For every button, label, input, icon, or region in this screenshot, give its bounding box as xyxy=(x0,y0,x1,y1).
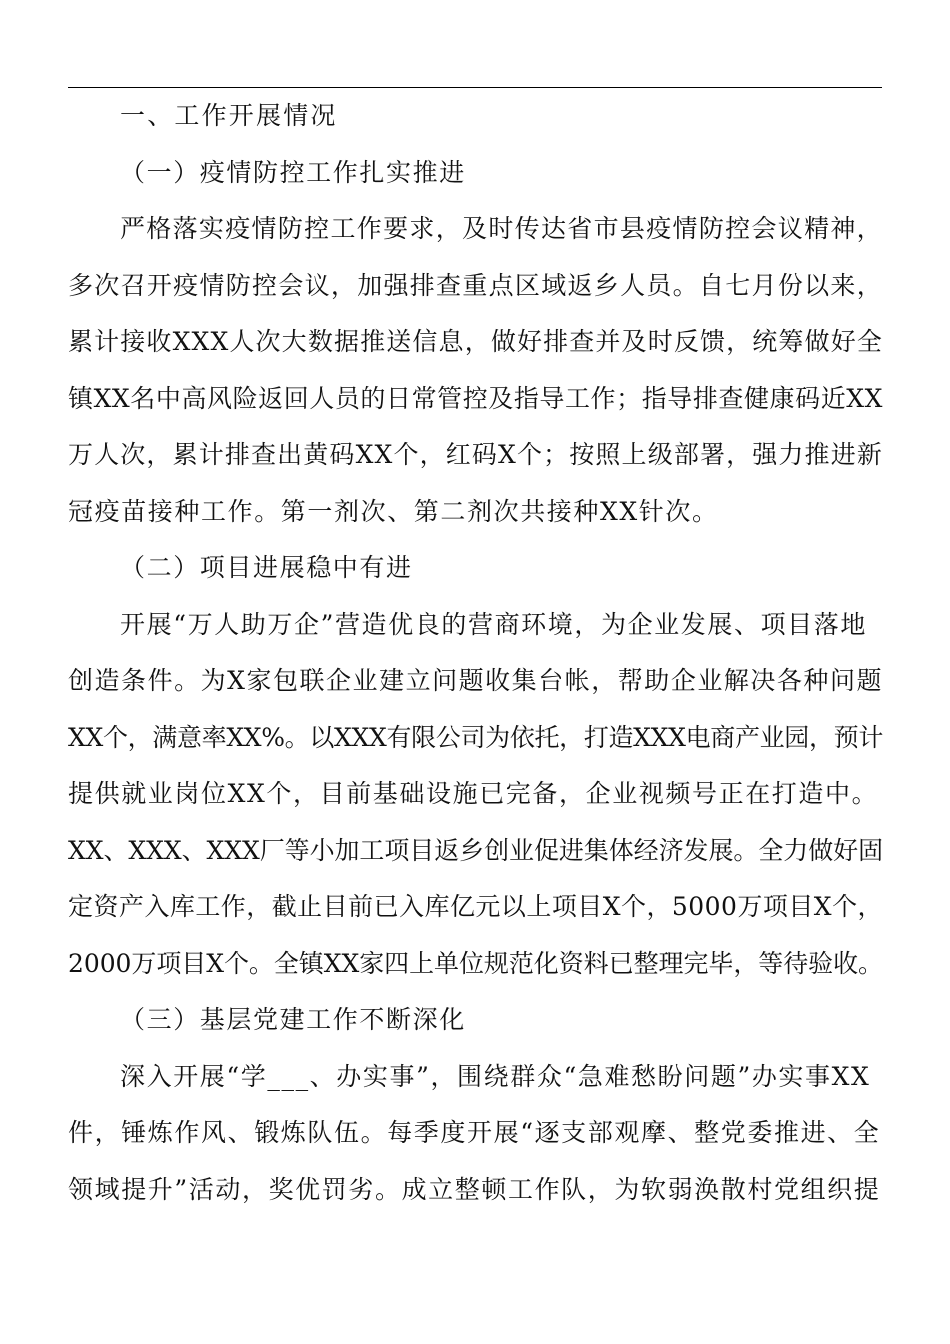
paragraph xyxy=(68,1049,883,1219)
subsection-heading: （二）项目进展稳中有进 xyxy=(120,553,413,582)
document-body xyxy=(68,88,883,1218)
paragraph-line: 定资产入库工作，截止目前已入库亿元以上项目X个，5000万项目X个， xyxy=(68,892,883,921)
paragraph-line: XX、XXX、XXX厂等小加工项目返乡创业促进集体经济发展。全力做好固 xyxy=(68,835,883,865)
paragraph-line: 创造条件。为X家包联企业建立问题收集台帐，帮助企业解决各种问题 xyxy=(68,666,883,695)
paragraph-line: 冠疫苗接种工作。第一剂次、第二剂次共接种XX针次。 xyxy=(68,496,719,526)
section-title: 一、工作开展情况 xyxy=(120,101,338,130)
paragraph-line: 万人次，累计排查出黄码XX个，红码X个；按照上级部署，强力推进新 xyxy=(68,440,883,469)
paragraph-line: 领域提升”活动，奖优罚劣。成立整顿工作队，为软弱涣散村党组织提 xyxy=(68,1174,881,1204)
paragraph-line: 累计接收XXX人次大数据推送信息，做好排查并及时反馈，统筹做好全 xyxy=(68,327,883,356)
paragraph-line: 件，锤炼作风、锻炼队伍。每季度开展“逐支部观摩、整党委推进、全 xyxy=(68,1118,881,1147)
paragraph xyxy=(68,201,883,540)
paragraph-line: 深入开展“学___、办实事”，围绕群众“急难愁盼问题”办实事XX xyxy=(120,1061,871,1091)
subsection-heading: （一）疫情防控工作扎实推进 xyxy=(120,157,466,187)
paragraph-line: XX个，满意率XX%。以XXX有限公司为依托，打造XXX电商产业园，预计 xyxy=(68,722,883,752)
paragraph-line: 镇XX名中高风险返回人员的日常管控及指导工作；指导排查健康码近XX xyxy=(68,383,883,413)
paragraph-line: 多次召开疫情防控会议，加强排查重点区域返乡人员。自七月份以来， xyxy=(68,270,883,300)
paragraph-line: 2000万项目X个。全镇XX家四上单位规范化资料已整理完毕，等待验收。 xyxy=(68,948,883,978)
paragraph-line: 严格落实疫情防控工作要求，及时传达省市县疫情防控会议精神， xyxy=(120,214,883,243)
paragraph-line: 开展“万人助万企”营造优良的营商环境，为企业发展、项目落地 xyxy=(120,609,867,639)
paragraph-line: 提供就业岗位XX个，目前基础设施已完备，企业视频号正在打造中。 xyxy=(68,779,879,808)
paragraph xyxy=(68,597,883,993)
subsection-heading: （三）基层党建工作不断深化 xyxy=(120,1005,466,1034)
